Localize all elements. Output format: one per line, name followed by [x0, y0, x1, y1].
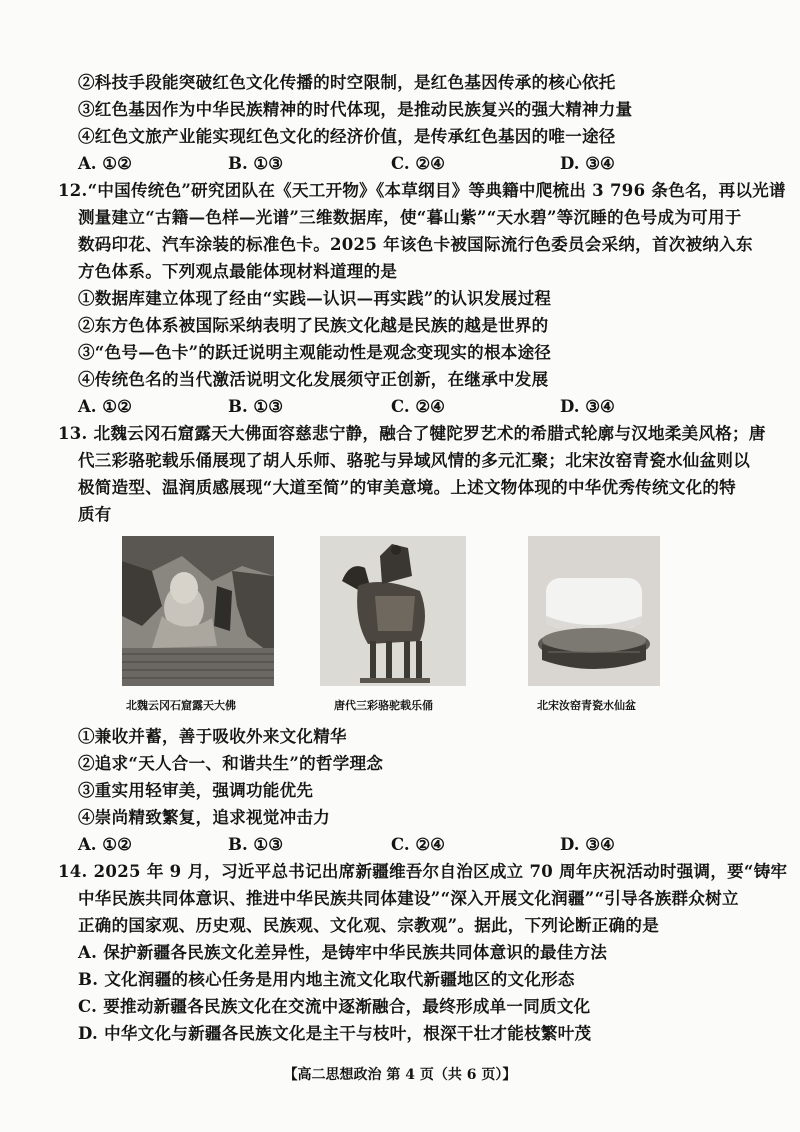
q13-options — [78, 832, 728, 858]
ru-kiln-basin-photo — [528, 536, 660, 686]
q11-option-a[interactable]: A. ①② — [78, 154, 132, 173]
q13-statement-1: ①兼收并蓄，善于吸收外来文化精华 — [78, 727, 347, 746]
q14-option-b[interactable]: B. 文化润疆的核心任务是用内地主流文化取代新疆地区的文化形态 — [78, 970, 575, 989]
q13-statement-4: ④崇尚精致繁复，追求视觉冲击力 — [78, 808, 330, 827]
caption-tang-camel: 唐代三彩骆驼载乐俑 — [334, 699, 433, 712]
q11-option-b[interactable]: B. ①③ — [228, 154, 284, 173]
q12-stem-line-3: 数码印花、汽车涂装的标准色卡。2025 年该色卡被国际流行色委员会采纳，首次被纳入东 — [78, 235, 753, 254]
q12-stem-line-4: 方色体系。下列观点最能体现材料道理的是 — [78, 262, 398, 281]
q12-statement-4: ④传统色名的当代激活说明文化发展须守正创新，在继承中发展 — [78, 370, 549, 389]
q14-option-a[interactable]: A. 保护新疆各民族文化差异性，是铸牢中华民族共同体意识的最佳方法 — [78, 943, 608, 962]
q11-statement-4: ④红色文旅产业能实现红色文化的经济价值，是传承红色基因的唯一途径 — [78, 127, 616, 146]
q12-statement-1: ①数据库建立体现了经由“实践—认识—再实践”的认识发展过程 — [78, 289, 552, 308]
q12-option-c[interactable]: C. ②④ — [391, 397, 445, 416]
ru-basin-image — [528, 536, 660, 686]
q12-statement-3: ③“色号—色卡”的跃迁说明主观能动性是观念变现实的根本途径 — [78, 343, 552, 362]
q12-option-a[interactable]: A. ①② — [78, 397, 132, 416]
tang-camel-image — [320, 536, 466, 686]
q11-statement-2: ②科技手段能突破红色文化传播的时空限制，是红色基因传承的核心依托 — [78, 73, 616, 92]
q13-stem-line-3: 极简造型、温润质感展现“大道至简”的审美意境。上述文物体现的中华优秀传统文化的特 — [78, 478, 736, 497]
yungang-buddha-image — [122, 536, 274, 686]
q14-stem-line-2: 中华民族共同体意识、推进中华民族共同体建设”“深入开展文化润疆”“引导各族群众树立 — [78, 889, 739, 908]
caption-ru-basin: 北宋汝窑青瓷水仙盆 — [537, 699, 636, 712]
q13-statement-2: ②追求“天人合一、和谐共生”的哲学理念 — [78, 754, 384, 773]
caption-yungang-buddha: 北魏云冈石窟露天大佛 — [126, 699, 236, 712]
q12-statement-2: ②东方色体系被国际采纳表明了民族文化越是民族的越是世界的 — [78, 316, 549, 335]
q11-option-d[interactable]: D. ③④ — [560, 154, 615, 173]
yungang-buddha-photo — [122, 536, 274, 686]
q13-stem-line-1: 13. 北魏云冈石窟露天大佛面容慈悲宁静，融合了犍陀罗艺术的希腊式轮廓与汉地柔美风格；唐 — [58, 424, 766, 443]
q13-statement-3: ③重实用轻审美，强调功能优先 — [78, 781, 314, 800]
q13-option-a[interactable]: A. ①② — [78, 835, 132, 854]
q12-stem-line-2: 测量建立“古籍—色样—光谱”三维数据库，使“暮山紫”“天水碧”等沉睡的色号成为可用于 — [78, 208, 742, 227]
q13-option-b[interactable]: B. ①③ — [228, 835, 284, 854]
q14-option-c[interactable]: C. 要推动新疆各民族文化在交流中逐渐融合，最终形成单一同质文化 — [78, 997, 591, 1016]
q12-options — [78, 394, 728, 420]
page-footer: 【高二思想政治 第 4 页（共 6 页）】 — [283, 1067, 517, 1083]
q11-options — [78, 151, 728, 177]
q12-stem-line-1: 12.“中国传统色”研究团队在《天工开物》《本草纲目》等典籍中爬梳出 3 796 条色名，再以光谱 — [58, 181, 786, 200]
q13-option-d[interactable]: D. ③④ — [560, 835, 615, 854]
q14-stem-line-3: 正确的国家观、历史观、民族观、文化观、宗教观”。据此，下列论断正确的是 — [78, 916, 659, 935]
q12-option-b[interactable]: B. ①③ — [228, 397, 284, 416]
q11-option-c[interactable]: C. ②④ — [391, 154, 445, 173]
q13-stem-line-4: 质有 — [78, 505, 112, 524]
q12-option-d[interactable]: D. ③④ — [560, 397, 615, 416]
q13-stem-line-2: 代三彩骆驼载乐俑展现了胡人乐师、骆驼与异域风情的多元汇聚；北宋汝窑青瓷水仙盆则以 — [78, 451, 750, 470]
q14-stem-line-1: 14. 2025 年 9 月，习近平总书记出席新疆维吾尔自治区成立 70 周年庆祝活动时强调，要“铸牢 — [58, 862, 788, 881]
q14-option-d[interactable]: D. 中华文化与新疆各民族文化是主干与枝叶，根深干壮才能枝繁叶茂 — [78, 1024, 592, 1043]
tang-sancai-camel-photo — [320, 536, 466, 686]
q13-option-c[interactable]: C. ②④ — [391, 835, 445, 854]
q11-statement-3: ③红色基因作为中华民族精神的时代体现，是推动民族复兴的强大精神力量 — [78, 100, 633, 119]
